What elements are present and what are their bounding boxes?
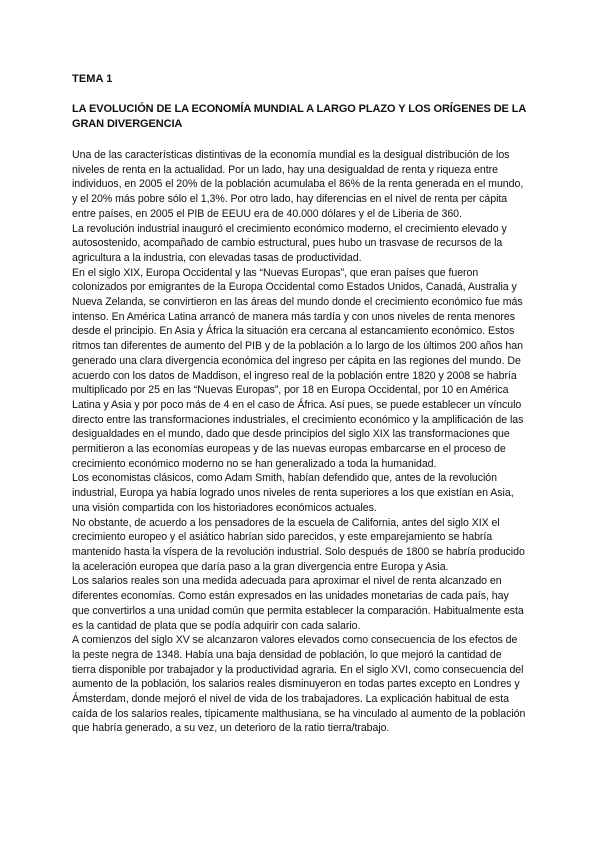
paragraph-nineteenth-century-divergence: En el siglo XIX, Europa Occidental y las “Nuevas Europas”, que eran países que fueron colonizados por emigrantes de la Europa Occidental como Estados Unidos, Canadá, Australia y Nueva Zelanda, se convirtieron en las áreas del mundo donde el crecimiento económico fue más intenso. En América Latina arrancó de manera más tardía y con unos niveles de renta menores desde el principio. En Asia y África la situación era cercana al estancamiento económico. Estos ritmos tan diferentes de aumento del PIB y de la población a lo largo de los últimos 200 años han generado una clara divergencia económica del ingreso per cápita en las regiones del mundo. De acuerdo con los datos de Maddison, el ingreso real de la población entre 1820 y 2008 se habría multiplicado por 25 en las “Nuevas Europas”, por 18 en Europa Occidental, por 10 en América Latina y Asia y por poco más de 4 en el caso de África. Así pues, se puede establecer un vínculo directo entre las transformaciones industriales, el crecimiento económico y la amplificación de las desigualdades en el mundo, dado que desde principios del siglo XIX las transformaciones que permitieron a las economías europeas y de las nuevas europas embarcarse en el proceso de crecimiento económico moderno no se han generalizado a toda la humanidad. [72, 266, 524, 470]
chapter-heading: TEMA 1 [72, 73, 113, 85]
paragraph-industrial-revolution: La revolución industrial inauguró el crecimiento económico moderno, el crecimiento elevado y autosostenido, acompañado de cambio estructural, pues hubo un trasvase de recursos de la agricultura a la industria, con elevadas tasas de productividad. [72, 222, 507, 264]
paragraph-income-inequality: Una de las características distintivas de la economía mundial es la desigual distribución de los niveles de renta en la actualidad. Por un lado, hay una desigualdad de renta y riqueza entre individuos, en 2005 el 20% de la población acumulaba el 86% de la renta generada en el mundo, y el 20% más pobre sólo el 1,3%. Por otro lado, hay diferencias en el nivel de renta per cápita entre países, en 2005 el PIB de EEUU era de 40.000 dólares y el de Liberia de 360. [72, 149, 524, 220]
paragraph-classical-economists: Los economistas clásicos, como Adam Smith, habían defendido que, antes de la revolución industrial, Europa ya había logrado unos niveles de renta superiores a los que existían en Asia, una visión compartida con los historiadores económicos actuales. [72, 472, 514, 514]
paragraph-fifteenth-century: A comienzos del siglo XV se alcanzaron valores elevados como consecuencia de los efectos de la peste negra de 1348. Había una baja densidad de población, lo que mejoró la cantidad de tierra disponible por trabajador y la productividad agraria. En el siglo XVI, como consecuencia del aumento de la población, los salarios reales disminuyeron en todas partes excepto en Londres y Ámsterdam, donde mejoró el nivel de vida de los trabajadores. La explicación habitual de esta caída de los salarios reales, típicamente malthusiana, se ha vinculado al aumento de la población que habría generado, a su vez, un deterioro de la ratio tierra/trabajo. [72, 634, 526, 735]
paragraph-real-wages: Los salarios reales son una medida adecuada para aproximar el nivel de renta alcanzado en diferentes economías. Como están expresados en las unidades monetarias de cada país, hay que convertirlos a una unidad común que permita establecer la comparación. Habitualmente esta es la cantidad de plata que se podía adquirir con cada salario. [72, 575, 524, 632]
document-body [72, 72, 528, 736]
chapter-title: LA EVOLUCIÓN DE LA ECONOMÍA MUNDIAL A LARGO PLAZO Y LOS ORÍGENES DE LA GRAN DIVERGENCIA [72, 103, 526, 130]
paragraph-california-school: No obstante, de acuerdo a los pensadores de la escuela de California, antes del siglo XIX el crecimiento europeo y el asiático habrían sido parecidos, y este emparejamiento se habría mantenido hasta la víspera de la revolución industrial. Solo después de 1800 se habría producido la aceleración europea que daría paso a la gran divergencia entre Europa y Asia. [72, 516, 525, 573]
